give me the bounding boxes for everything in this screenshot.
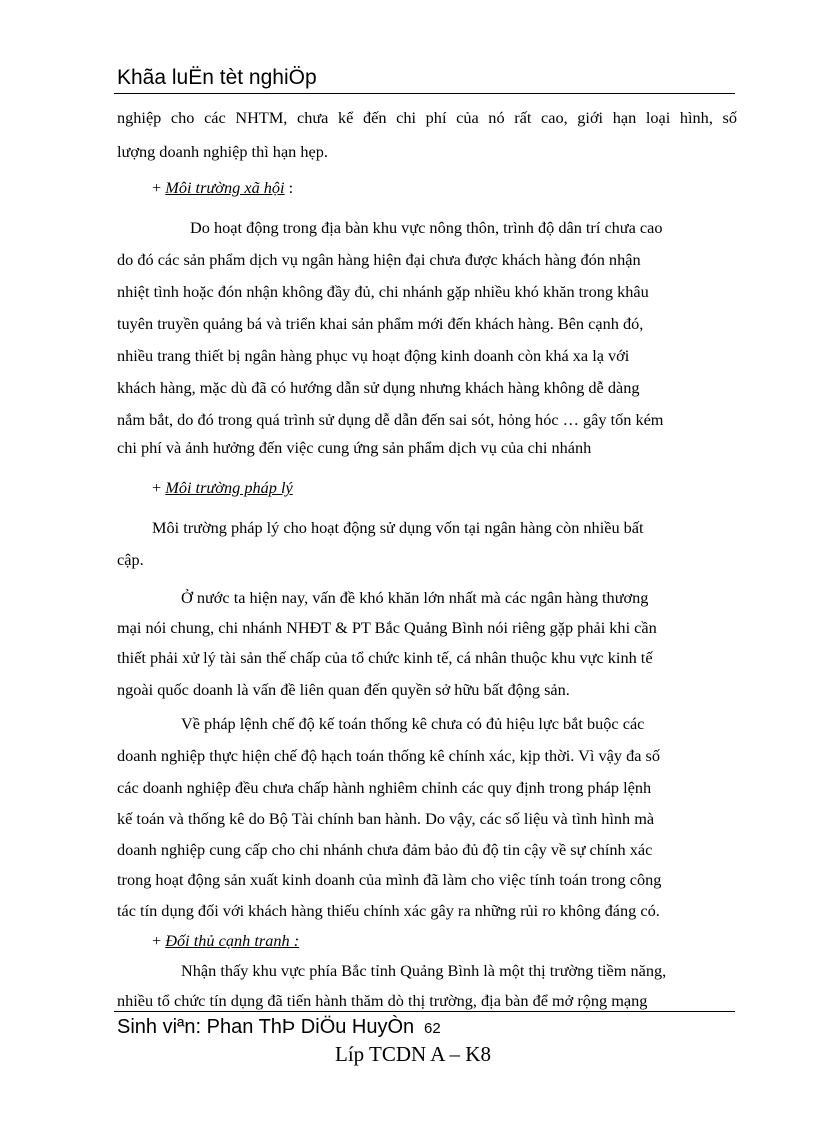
body-line: nhiệt tình hoặc đón nhận không đầy đủ, chi nhánh gặp nhiều khó khăn trong khâu: [117, 282, 649, 301]
heading-label: Môi trường xã hội: [165, 178, 285, 197]
footer-author: Sinh viªn: Phan ThÞ DiÖu HuyÒn: [117, 1016, 415, 1038]
body-line: Nhận thấy khu vực phía Bắc tỉnh Quảng Bình là một thị trường tiềm năng,: [181, 961, 667, 980]
section-heading-legal: [152, 477, 293, 499]
footer-divider: [114, 1011, 735, 1012]
body-line: doanh nghiệp thực hiện chế độ hạch toán thống kê chính xác, kịp thời. Vì vậy đa số: [117, 746, 660, 765]
body-line: kế toán và thống kê do Bộ Tài chính ban hành. Do vậy, các số liệu và tình hình mà: [117, 809, 655, 828]
body-line: thiết phải xử lý tài sản thế chấp của tổ chức kinh tế, cá nhân thuộc khu vực kinh tế: [117, 648, 653, 667]
body-line: do đó các sản phẩm dịch vụ ngân hàng hiện đại chưa được khách hàng đón nhận: [117, 250, 641, 269]
section-heading-competitors: [152, 930, 299, 952]
body-line: các doanh nghiệp đều chưa chấp hành nghiêm chỉnh các quy định trong pháp lệnh: [117, 778, 652, 797]
body-line: tác tín dụng đối với khách hàng thiếu chính xác gây ra những rủi ro không đáng có.: [117, 901, 660, 920]
heading-label: Đối thủ cạnh tranh :: [165, 931, 300, 950]
body-line: Do hoạt động trong địa bàn khu vực nông thôn, trình độ dân trí chưa cao: [190, 218, 663, 237]
body-line: nghiệp cho các NHTM, chưa kể đến chi phí của nó rất cao, giới hạn loại hình, số: [117, 108, 737, 127]
body-line: Ở nước ta hiện nay, vấn đề khó khăn lớn nhất mà các ngân hàng thương: [181, 588, 649, 607]
body-line: Môi trường pháp lý cho hoạt động sử dụng vốn tại ngân hàng còn nhiều bất: [152, 518, 644, 537]
section-heading-social: [152, 177, 293, 199]
heading-suffix: :: [284, 178, 294, 197]
body-line: Về pháp lệnh chế độ kế toán thống kê chưa có đủ hiệu lực bắt buộc các: [181, 714, 645, 733]
body-line: nhiều tổ chức tín dụng đã tiến hành thăm dò thị trường, địa bàn để mở rộng mạng: [117, 991, 648, 1010]
body-line: tuyên truyền quảng bá và triển khai sản phẩm mới đến khách hàng. Bên cạnh đó,: [117, 314, 644, 333]
body-line: cập.: [117, 550, 144, 569]
body-line: ngoài quốc doanh là vấn đề liên quan đến quyền sở hữu bất động sản.: [117, 680, 570, 699]
body-line: nắm bắt, do đó trong quá trình sử dụng dễ dẫn đến sai sót, hỏng hóc … gây tốn kém: [117, 410, 664, 429]
body-line: lượng doanh nghiệp thì hạn hẹp.: [117, 142, 328, 161]
heading-prefix: +: [152, 478, 166, 497]
body-line: chi phí và ảnh hưởng đến việc cung ứng sản phẩm dịch vụ của chi nhánh: [117, 438, 592, 457]
page-number: 62: [424, 1020, 441, 1037]
document-header-title: Khãa luËn tèt nghiÖp: [117, 66, 317, 89]
footer-class-name: Líp TCDN A – K8: [335, 1042, 491, 1066]
body-line: trong hoạt động sản xuất kinh doanh của mình đã làm cho việc tính toán trong công: [117, 870, 662, 889]
body-line: khách hàng, mặc dù đã có hướng dẫn sử dụng nhưng khách hàng không dễ dàng: [117, 378, 640, 397]
heading-label: Môi trường pháp lý: [165, 478, 293, 497]
heading-prefix: +: [152, 178, 166, 197]
body-line: doanh nghiệp cung cấp cho chi nhánh chưa đảm bảo đủ độ tin cậy về sự chính xác: [117, 840, 653, 859]
heading-prefix: +: [152, 931, 166, 950]
header-divider: [114, 93, 735, 94]
body-line: mại nói chung, chi nhánh NHĐT & PT Bắc Quảng Bình nói riêng gặp phải khi cần: [117, 618, 657, 637]
body-line: nhiều trang thiết bị ngân hàng phục vụ hoạt động kinh doanh còn khá xa lạ với: [117, 346, 630, 365]
